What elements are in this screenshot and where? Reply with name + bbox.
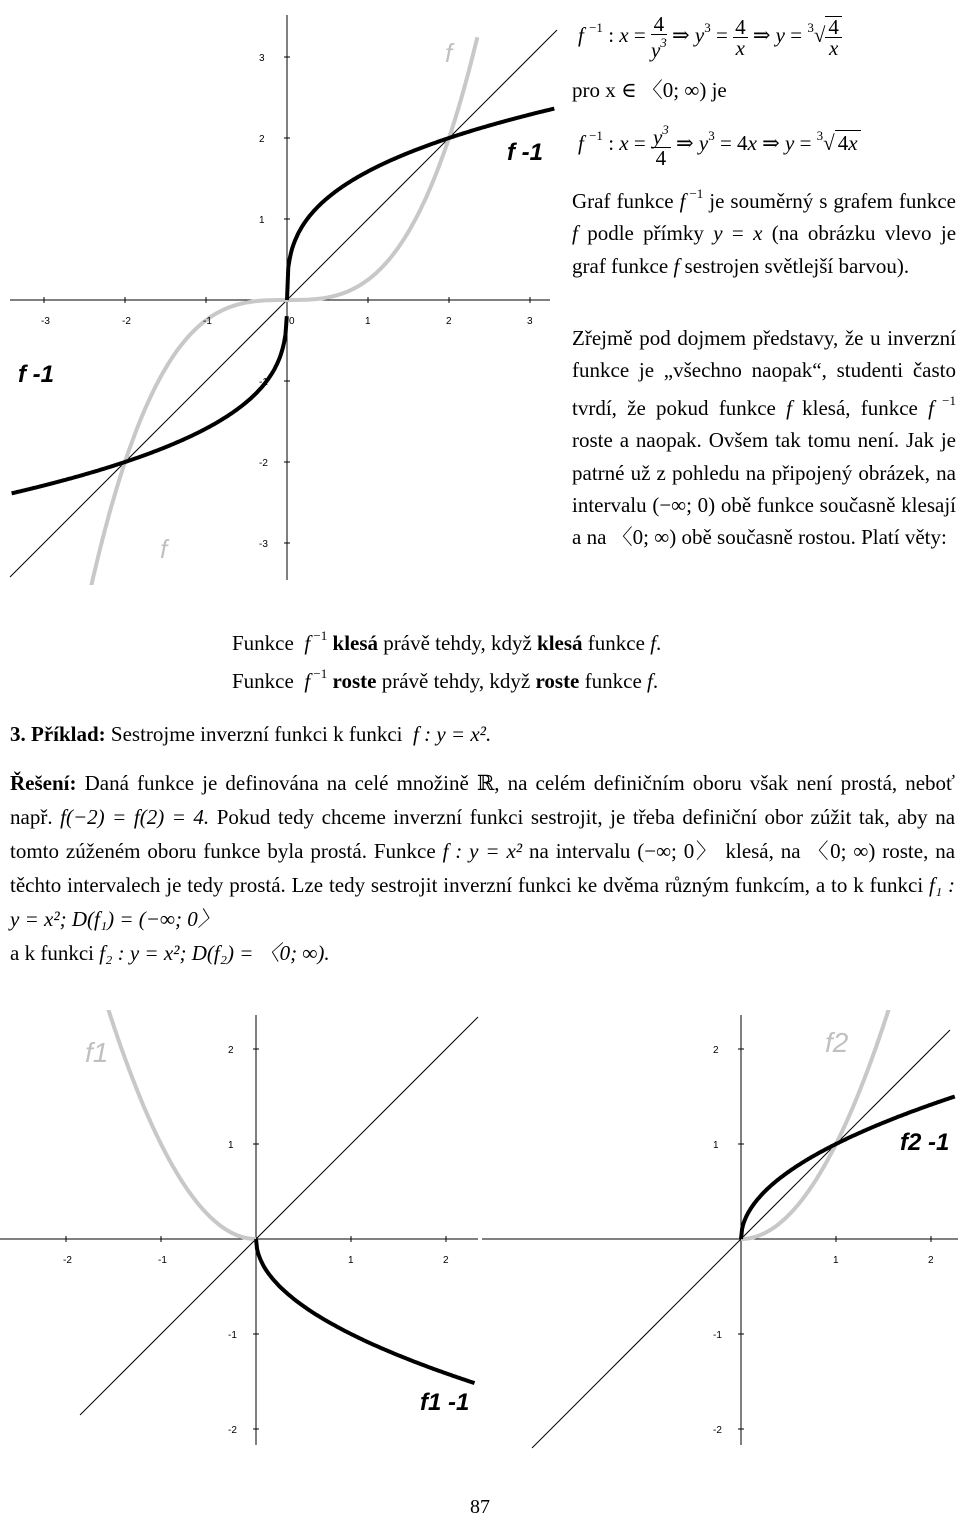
example-heading: 3. Příklad: Sestrojme inverzní funkci k funkci f : y = x². [10, 722, 492, 746]
page-number: 87 [470, 1496, 490, 1518]
y-tick-label: -2 [713, 1425, 722, 1436]
x-tick-label: 3 [527, 316, 533, 327]
solution-text: Řešení: Daná funkce je definována na celé množině ℝ, na celém definičním oboru však není prostá, neboť např. f(−2) = f(2) = 4. Pokud tedy chceme inverzní funkci sestrojit, je třeba definiční obor zúžit tak, aby na tomto zúženém oboru funkce byla prostá. Funkce f : y = x² na intervalu (−∞; 0〉 klesá, na 〈0; ∞) roste, na těchto intervalech je tedy prostá. Lze tedy sestrojit inverzní funkci ke dvěma různým funkcím, a to k funkci f₁ : y = x²; D(f₁) = (−∞; 0〉 a k funkci f₂ : y = x²; D(f₂) = 〈0; ∞). [10, 771, 956, 965]
interval-line: pro x ∈ 〈0; ∞) je [572, 78, 727, 102]
y-tick-label: -1 [713, 1330, 722, 1341]
y-tick-label: -1 [259, 377, 268, 388]
label-f1-inverse: f1 -1 [420, 1389, 470, 1416]
line-y-equals-x [10, 30, 557, 577]
label-finv-left: f -1 [18, 361, 54, 388]
label-f-top: f [445, 38, 453, 68]
x-tick-label: -1 [203, 316, 212, 327]
theorem-line-increasing: Funkce f $^{-1}$ roste právě tehdy, když roste funkce f. [232, 666, 659, 693]
paragraph-monotonicity: Zřejmě pod dojmem představy, že u inverzní funkce je „všechno naopak“, studenti často tvrdí, že pokud funkce f klesá, funkce f $^{-1}$ roste a naopak. Ovšem tak tomu není. Jak je patrné už z pohledu na připojený obrázek, na intervalu (−∞; 0) obě funkce současně klesají a na 〈0; ∞) obě současně rostou. Platí věty: [572, 326, 956, 550]
label-f-bottom: f [160, 534, 168, 564]
curve-f-inverse [287, 109, 554, 300]
x-tick-label: 1 [365, 316, 371, 327]
graph-f1-inverse [0, 1010, 480, 1450]
x-tick-label: 2 [928, 1255, 934, 1266]
curve-f1-inverse [256, 1239, 475, 1383]
equation-inverse-2: f $^{-1}$ : x = $\frac{y^3}{4}$ ⇒ $y^3 = 4x$ ⇒ y = $^3$√ 4x [578, 122, 861, 168]
label-f2-inverse: f2 -1 [900, 1129, 950, 1156]
graph-inverse-cubic [0, 10, 560, 585]
x-tick-label: -3 [41, 316, 50, 327]
y-tick-label: 1 [713, 1140, 719, 1151]
y-tick-label: 1 [228, 1140, 234, 1151]
y-tick-label: -2 [228, 1425, 237, 1436]
x-tick-label: 2 [446, 316, 452, 327]
label-f1: f1 [85, 1037, 109, 1068]
y-tick-label: -3 [259, 539, 268, 550]
origin-label: 0 [289, 316, 295, 327]
x-tick-label: -1 [158, 1255, 167, 1266]
equation-inverse-1: f $^{-1}$ : x = $\frac{4}{y^3}$ ⇒ $y^3$ = $\frac{4}{x}$ ⇒ y = $^3$√ $\frac{4}{x}$ [578, 14, 842, 60]
theorem-line-decreasing: Funkce f $^{-1}$ klesá právě tehdy, když klesá funkce f. [232, 628, 662, 655]
x-tick-label: -2 [63, 1255, 72, 1266]
label-finv-right: f -1 [507, 139, 543, 166]
x-tick-label: 1 [348, 1255, 354, 1266]
y-tick-label: 2 [713, 1045, 719, 1056]
y-tick-label: 1 [259, 215, 265, 226]
graph-f2-inverse [480, 1010, 960, 1450]
x-tick-label: 1 [833, 1255, 839, 1266]
x-tick-label: -2 [122, 316, 131, 327]
paragraph-symmetry: Graf funkce f $^{-1}$ je souměrný s grafem funkce f podle přímky y = x (na obrázku vlevo je graf funkce f sestrojen světlejší barvou). [572, 186, 957, 278]
line-y-equals-x [80, 1017, 478, 1415]
curve-f [287, 37, 477, 300]
x-tick-label: 2 [443, 1255, 449, 1266]
y-tick-label: 2 [259, 134, 265, 145]
label-f2: f2 [825, 1027, 849, 1058]
y-tick-label: 2 [228, 1045, 234, 1056]
y-tick-label: -2 [259, 458, 268, 469]
y-tick-label: 3 [259, 53, 265, 64]
curve-f-inverse-neg [12, 316, 287, 493]
y-tick-label: -1 [228, 1330, 237, 1341]
